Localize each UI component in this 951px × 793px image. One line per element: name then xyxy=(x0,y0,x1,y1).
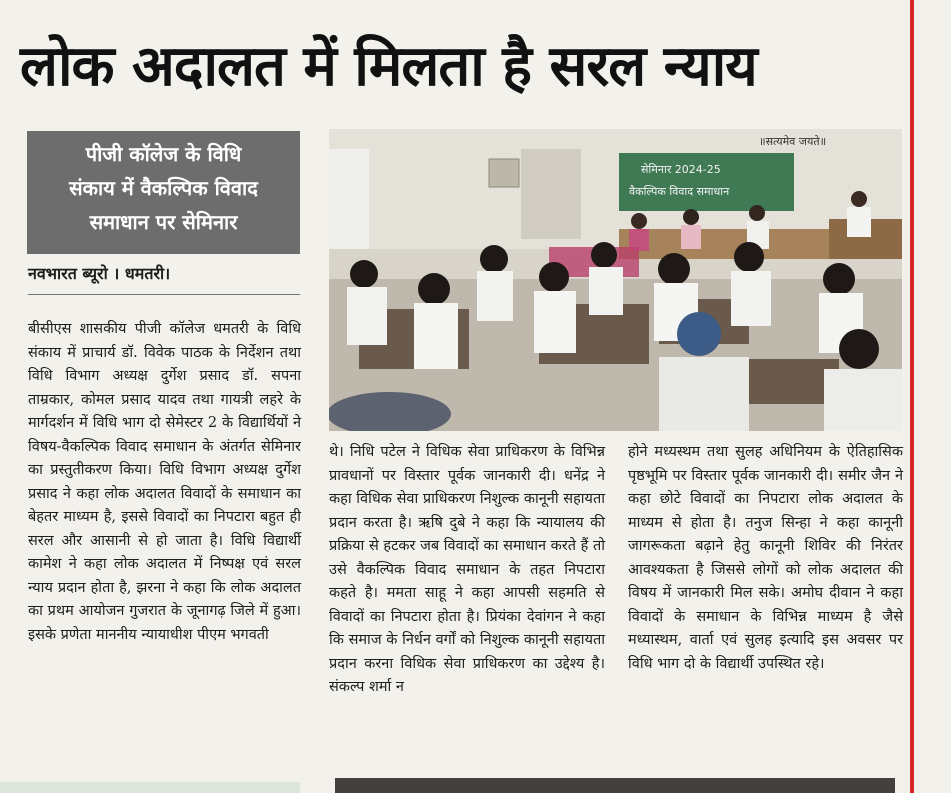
next-article-band xyxy=(0,782,300,793)
next-headline-cutoff xyxy=(335,778,895,793)
seminar-banner xyxy=(619,153,794,211)
previous-article-strip xyxy=(0,0,920,10)
page-margin-rule xyxy=(910,0,914,793)
subheading-line: संकाय में वैकल्पिक विवाद xyxy=(69,176,258,200)
banner-text: वैकल्पिक विवाद समाधान xyxy=(629,185,730,198)
subheading-line: पीजी कॉलेज के विधि xyxy=(85,142,242,166)
banner-text: सेमिनार 2024-25 xyxy=(641,163,721,176)
headline: लोक अदालत में मिलता है सरल न्याय xyxy=(20,34,757,99)
byline-divider xyxy=(28,294,300,295)
byline: नवभारत ब्यूरो । धमतरी। xyxy=(28,264,171,283)
subheading-box xyxy=(27,131,300,254)
seminar-photo xyxy=(329,129,902,431)
emblem-text: ॥सत्यमेव जयते॥ xyxy=(759,135,827,148)
classroom-photo-illustration xyxy=(329,129,902,431)
article-column-1: बीसीएस शासकीय पीजी कॉलेज धमतरी के विधि संकाय में प्राचार्य डॉ. विवेक पाठक के निर्देशन तथा विधि विभाग अध्यक्ष दुर्गेश प्रसाद डॉ. सपना ताम्रकार, कोमल प्रसाद यादव तथा गायत्री लहरे के मार्गदर्शन में विधि भाग दो सेमेस्टर 2 के विद्यार्थियों ने विषय-वैकल्पिक विवाद समाधान के अंतर्गत सेमिनार का प्रस्तुतीकरण किया। विधि विभाग अध्यक्ष दुर्गेश प्रसाद ने कहा लोक अदालत विवादों के समाधान का बेहतर माध्यम है, इससे विवादों का निपटारा बहुत ही सरल और आसानी से हो जाता है। विधि विद्यार्थी कामेश ने कहा लोक अदालत में निष्पक्ष एवं सरल न्याय प्रदान होता है, झरना ने कहा कि लोक अदालत का प्रथम आयोजन गुजरात के जूनागढ़ जिले में हुआ। इसके प्रणेता माननीय न्यायाधीश पीएम भगवती xyxy=(28,321,301,643)
article-column-3: होने मध्यस्थम तथा सुलह अधिनियम के ऐतिहासिक पृष्ठभूमि पर विस्तार पूर्वक जानकारी दी। समीर जैन ने कहा छोटे विवादों का निपटारा लोक अदालत के माध्यम से होता है। तनुज सिन्हा ने कहा कानूनी जागरूकता बढ़ाने हेतु कानूनी शिविर की निरंतर आवश्यकता है जिससे लोगों को लोक अदालत की विषय में जानकारी मिल सके। अमोघ दीवान ने कहा विवादों के समाधान के विभिन्न माध्यम है जैसे मध्यास्थम, वार्ता एवं सुलह इत्यादि इस अवसर पर विधि भाग दो के विद्यार्थी उपस्थित रहे। xyxy=(628,444,903,672)
article-column-2: थे। निधि पटेल ने विधिक सेवा प्राधिकरण के विभिन्न प्रावधानों पर विस्तार पूर्वक जानकारी दी। धनेंद्र ने कहा विधिक सेवा प्राधिकरण निशुल्क कानूनी सहायता प्रदान करता है। ऋषि दुबे ने कहा कि न्यायालय की प्रक्रिया से हटकर जब विवादों का समाधान करते हैं तो उसे वैकल्पिक विवाद समाधान के तहत निपटारा कहते है। ममता साहू ने कहा आपसी सहमति से विवादों का निपटारा होता है। प्रियंका देवांगन ने कहा कि समाज के निर्धन वर्गों को निशुल्क कानूनी सहायता प्रदान करना विधिक सेवा प्राधिकरण का उद्देश्य है। संकल्प शर्मा न xyxy=(329,444,605,695)
subheading-line: समाधान पर सेमिनार xyxy=(89,210,238,234)
